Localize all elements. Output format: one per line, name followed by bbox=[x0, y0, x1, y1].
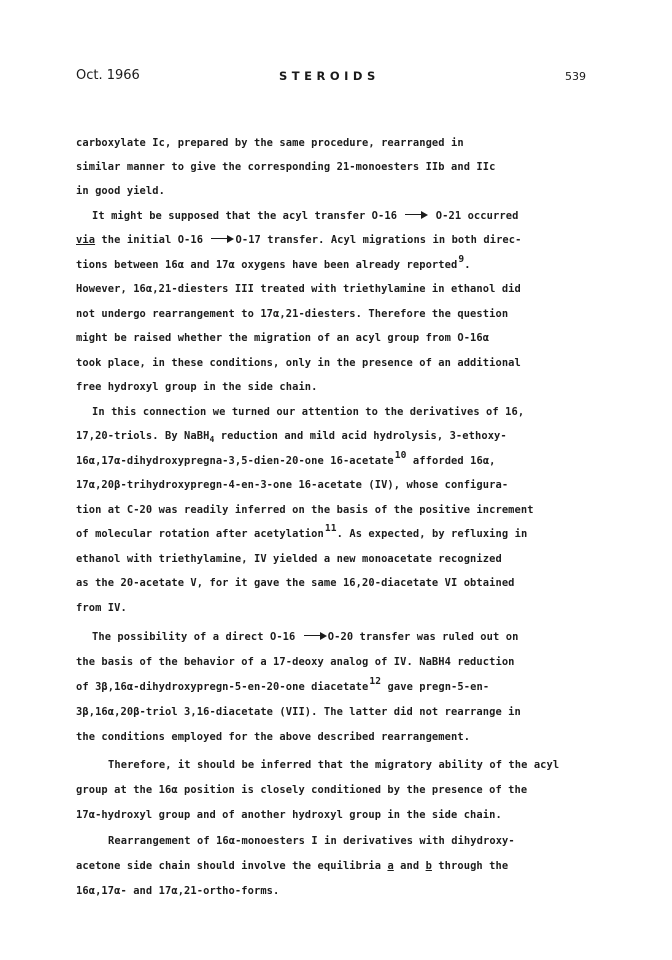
text-span: acetone side chain should involve the equilibria bbox=[76, 860, 388, 872]
text-line bbox=[76, 450, 496, 467]
text-line bbox=[76, 676, 490, 693]
reference-superscript: 11 bbox=[324, 523, 337, 534]
text-span: of molecular rotation after acetylation bbox=[76, 528, 324, 540]
text-line: took place, in these conditions, only in the presence of an additional bbox=[76, 357, 521, 369]
text-line bbox=[76, 523, 528, 540]
text-line: in good yield. bbox=[76, 185, 165, 197]
right-arrow-icon bbox=[302, 632, 328, 640]
text-span: and bbox=[393, 860, 426, 872]
text-line: Rearrangement of 16α-monoesters I in derivatives with dihydroxy- bbox=[108, 835, 515, 847]
text-line bbox=[76, 254, 471, 271]
text-span: 16α,17α-dihydroxypregna-3,5-dien-20-one 16-acetate bbox=[76, 455, 394, 467]
text-span: reduction and mild acid hydrolysis, 3-ethoxy- bbox=[214, 430, 507, 442]
right-arrow-icon bbox=[209, 235, 235, 243]
text-line: ethanol with triethylamine, IV yielded a new monoacetate recognized bbox=[76, 553, 502, 565]
text-span: through the bbox=[431, 860, 509, 872]
text-line: similar manner to give the corresponding 21-monoesters IIb and IIc bbox=[76, 161, 496, 173]
text-line: from IV. bbox=[76, 602, 127, 614]
header-page-number: 539 bbox=[565, 70, 586, 83]
text-line: 3β,16α,20β-triol 3,16-diacetate (VII). The latter did not rearrange in bbox=[76, 706, 521, 718]
text-line bbox=[92, 631, 518, 643]
text-line: tion at C-20 was readily inferred on the basis of the positive increment bbox=[76, 504, 534, 516]
text-span: the initial O-16 bbox=[95, 234, 204, 246]
text-span: The possibility of a direct O-16 bbox=[92, 631, 296, 643]
text-span: O-21 occurred bbox=[435, 210, 519, 222]
text-span: tions between 16α and 17α oxygens have been already reported bbox=[76, 259, 458, 271]
text-line: the conditions employed for the above described rearrangement. bbox=[76, 731, 471, 743]
text-line bbox=[76, 234, 522, 246]
text-line: Therefore, it should be inferred that the migratory ability of the acyl bbox=[108, 759, 560, 771]
text-span: O-17 transfer. Acyl migrations in both direc- bbox=[235, 234, 522, 246]
text-span-underlined: via bbox=[76, 234, 96, 246]
text-span: It might be supposed that the acyl transfer O-16 bbox=[92, 210, 398, 222]
text-span: 17,20-triols. By NaBH bbox=[76, 430, 210, 442]
text-line: 16α,17α- and 17α,21-ortho-forms. bbox=[76, 885, 280, 897]
text-line bbox=[76, 860, 508, 872]
reference-superscript: 10 bbox=[394, 450, 407, 461]
text-line bbox=[92, 210, 518, 222]
text-line: the basis of the behavior of a 17-deoxy analog of IV. NaBH4 reduction bbox=[76, 656, 515, 668]
text-line: might be raised whether the migration of an acyl group from O-16α bbox=[76, 332, 490, 344]
text-span-underlined: a bbox=[387, 860, 394, 872]
text-line: as the 20-acetate V, for it gave the same 16,20-diacetate VI obtained bbox=[76, 577, 515, 589]
header-date: Oct. 1966 bbox=[76, 68, 140, 83]
reference-superscript: 12 bbox=[369, 676, 382, 687]
text-line: not undergo rearrangement to 17α,21-diesters. Therefore the question bbox=[76, 308, 509, 320]
header-journal-title: STEROIDS bbox=[279, 69, 380, 83]
text-line: In this connection we turned our attention to the derivatives of 16, bbox=[92, 406, 525, 418]
right-arrow-icon bbox=[403, 211, 429, 219]
text-span: O-20 transfer was ruled out on bbox=[327, 631, 519, 643]
text-line: free hydroxyl group in the side chain. bbox=[76, 381, 318, 393]
subscript: 4 bbox=[209, 435, 215, 444]
text-line: 17α-hydroxyl group and of another hydroxyl group in the side chain. bbox=[76, 809, 502, 821]
text-span: . bbox=[464, 259, 471, 271]
text-span: afforded 16α, bbox=[406, 455, 496, 467]
text-span: gave pregn-5-en- bbox=[381, 681, 490, 693]
text-line: However, 16α,21-diesters III treated with triethylamine in ethanol did bbox=[76, 283, 521, 295]
text-line: group at the 16α position is closely conditioned by the presence of the bbox=[76, 784, 528, 796]
text-line bbox=[76, 430, 507, 442]
text-line: 17α,20β-trihydroxypregn-4-en-3-one 16-acetate (IV), whose configura- bbox=[76, 479, 509, 491]
text-span: of 3β,16α-dihydroxypregn-5-en-20-one diacetate bbox=[76, 681, 369, 693]
text-span: . As expected, by refluxing in bbox=[336, 528, 528, 540]
text-line: carboxylate Ic, prepared by the same procedure, rearranged in bbox=[76, 137, 464, 149]
reference-superscript: 9 bbox=[458, 254, 465, 265]
text-span-underlined: b bbox=[425, 860, 432, 872]
